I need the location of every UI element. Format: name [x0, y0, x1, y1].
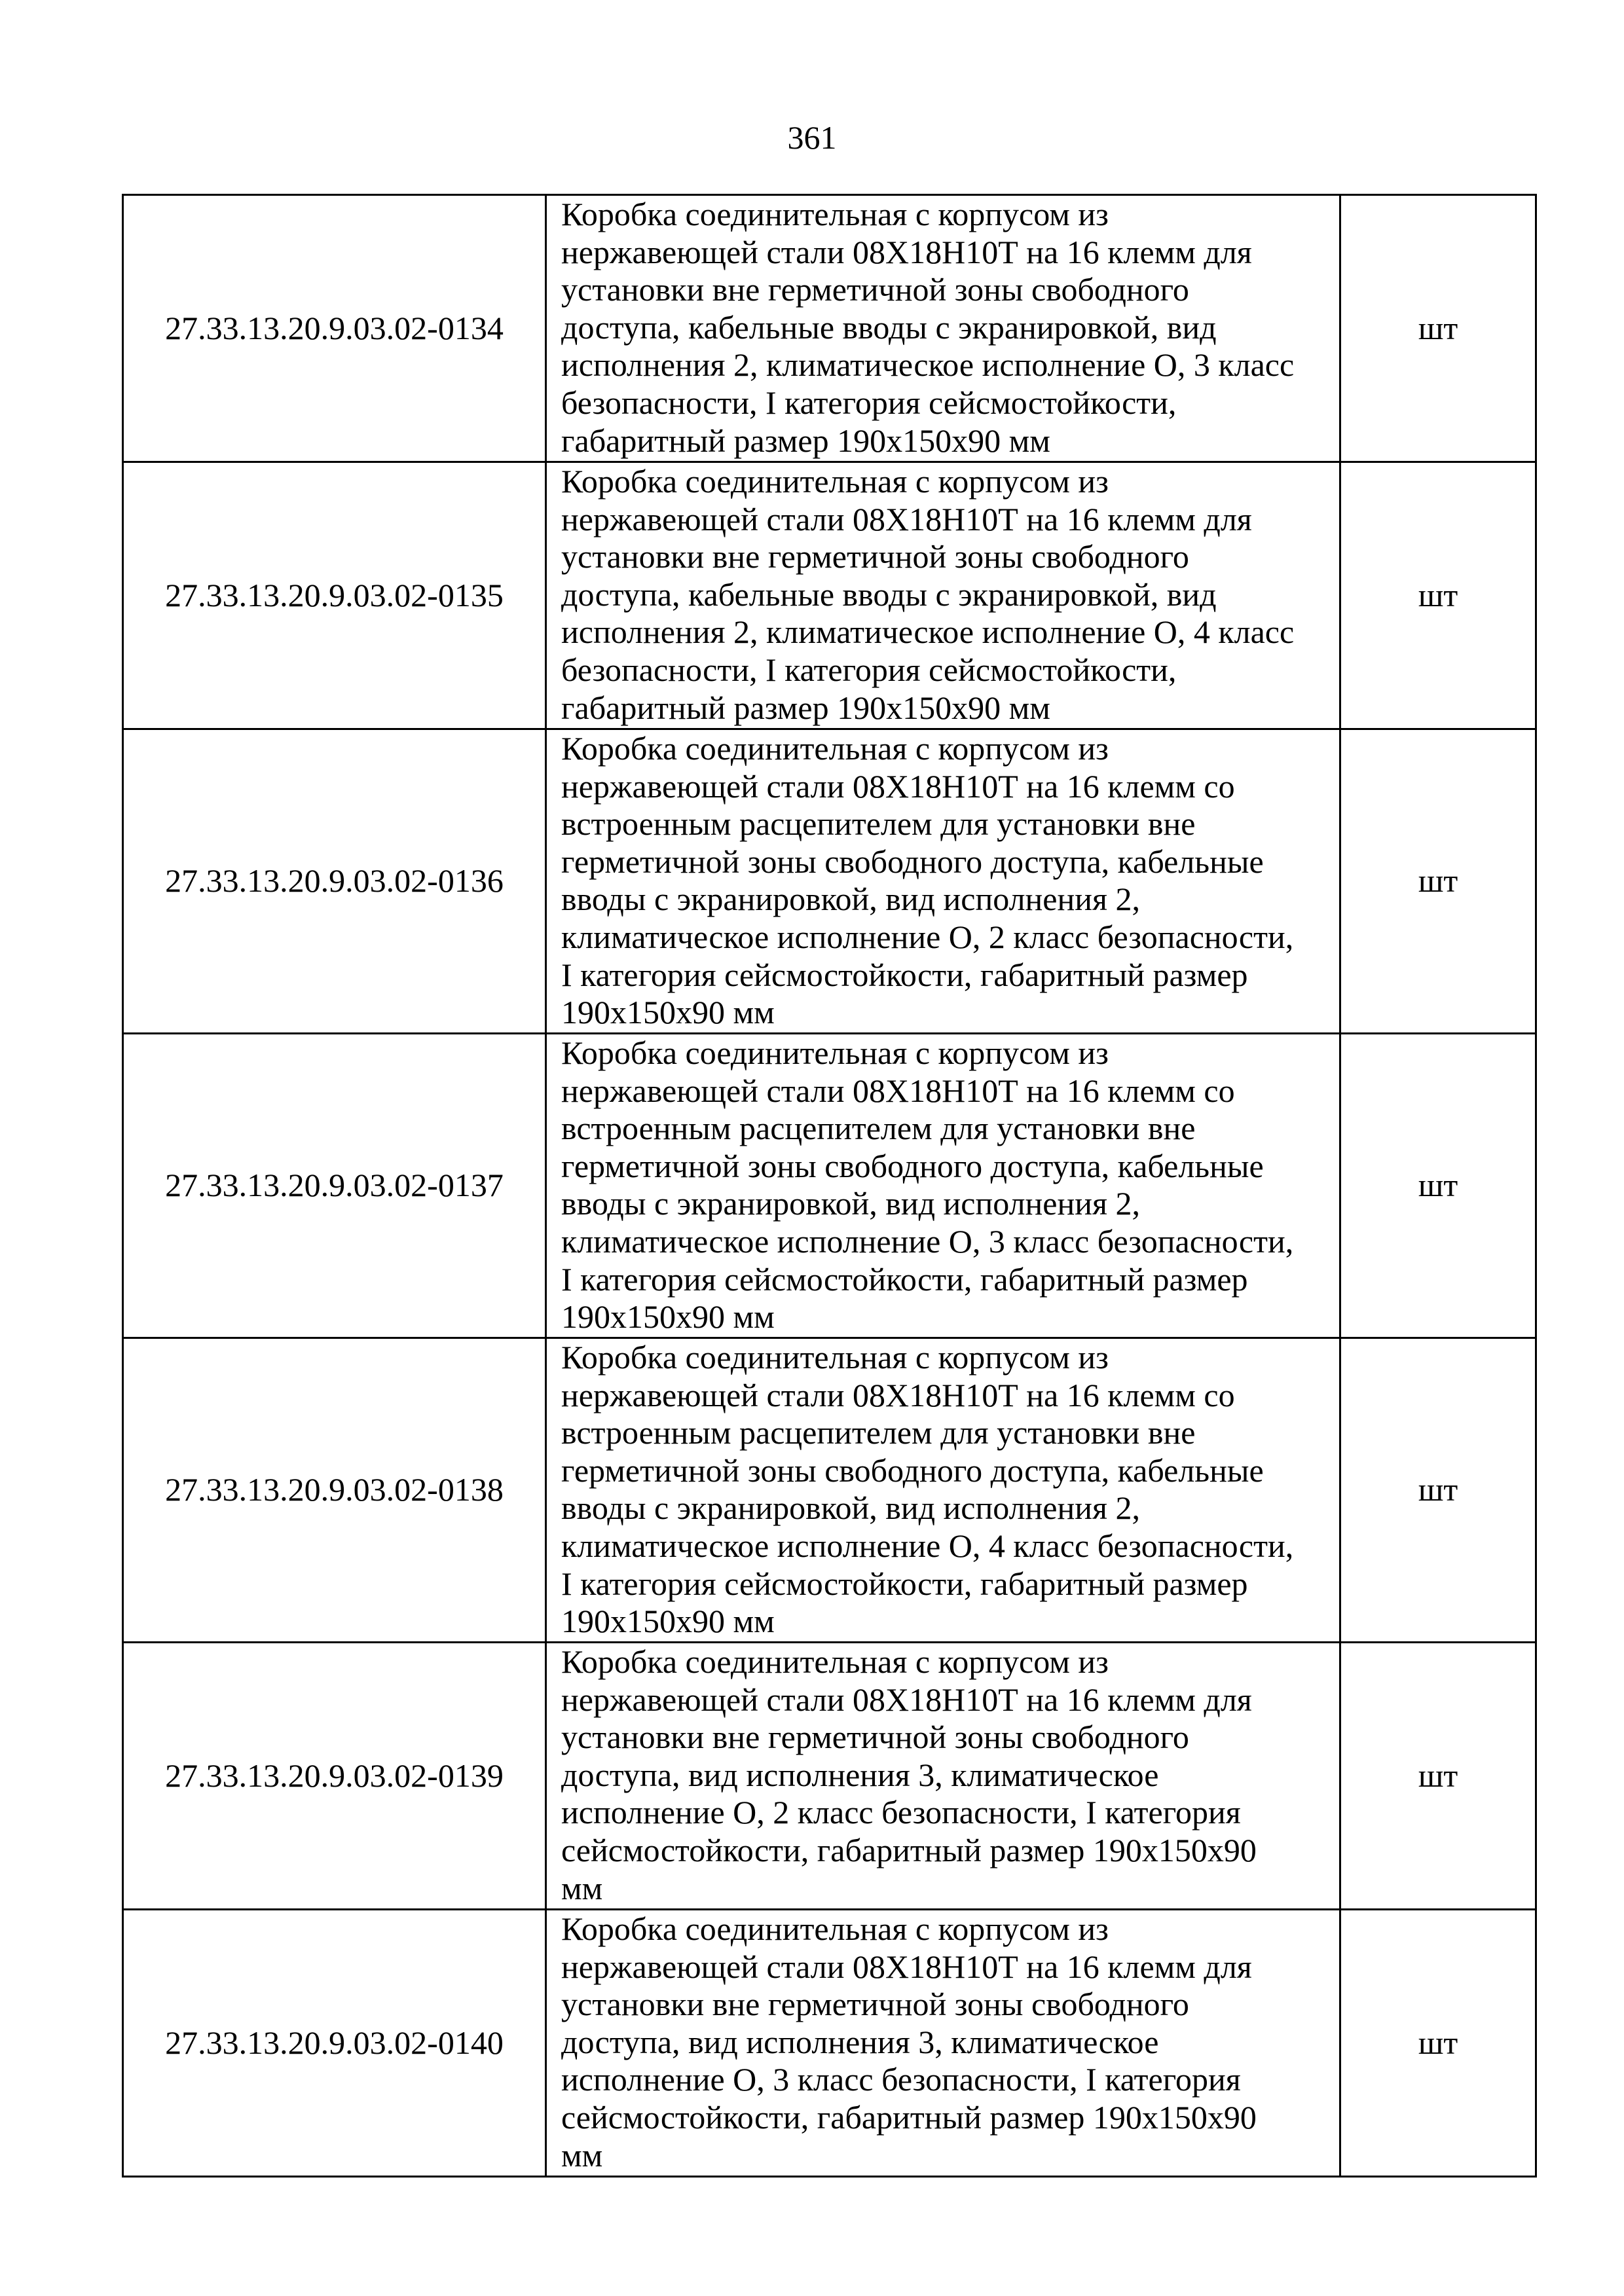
item-unit: шт — [1340, 462, 1536, 729]
item-unit: шт — [1340, 1910, 1536, 2177]
item-description: Коробка соединительная с корпусом из нержавеющей стали 08Х18Н10Т на 16 клемм со встроенным расцепителем для установки вне герметичной зоны свободного доступа, кабельные вводы с экранировкой, вид исполнения 2, климатическое исполнение О, 4 класс безопасности, I категория сейсмостойкости, габаритный размер 190х150х90 мм — [546, 1338, 1340, 1643]
item-unit: шт — [1340, 1643, 1536, 1910]
table-row — [123, 462, 1536, 729]
item-description: Коробка соединительная с корпусом из нержавеющей стали 08Х18Н10Т на 16 клемм для установки вне герметичной зоны свободного доступа, вид исполнения 3, климатическое исполнение О, 2 класс безопасности, I категория сейсмостойкости, габаритный размер 190х150х90 мм — [546, 1643, 1340, 1910]
item-description: Коробка соединительная с корпусом из нержавеющей стали 08Х18Н10Т на 16 клемм со встроенным расцепителем для установки вне герметичной зоны свободного доступа, кабельные вводы с экранировкой, вид исполнения 2, климатическое исполнение О, 3 класс безопасности, I категория сейсмостойкости, габаритный размер 190х150х90 мм — [546, 1034, 1340, 1338]
item-description: Коробка соединительная с корпусом из нержавеющей стали 08Х18Н10Т на 16 клемм для установки вне герметичной зоны свободного доступа, кабельные вводы с экранировкой, вид исполнения 2, климатическое исполнение О, 3 класс безопасности, I категория сейсмостойкости, габаритный размер 190х150х90 мм — [546, 195, 1340, 462]
item-unit: шт — [1340, 1034, 1536, 1338]
item-code: 27.33.13.20.9.03.02-0137 — [123, 1034, 546, 1338]
item-unit: шт — [1340, 729, 1536, 1034]
item-description: Коробка соединительная с корпусом из нержавеющей стали 08Х18Н10Т на 16 клемм для установки вне герметичной зоны свободного доступа, кабельные вводы с экранировкой, вид исполнения 2, климатическое исполнение О, 4 класс безопасности, I категория сейсмостойкости, габаритный размер 190х150х90 мм — [546, 462, 1340, 729]
item-code: 27.33.13.20.9.03.02-0134 — [123, 195, 546, 462]
item-code: 27.33.13.20.9.03.02-0138 — [123, 1338, 546, 1643]
item-code: 27.33.13.20.9.03.02-0140 — [123, 1910, 546, 2177]
table-row — [123, 1643, 1536, 1910]
page-number: 361 — [787, 119, 837, 156]
item-code: 27.33.13.20.9.03.02-0136 — [123, 729, 546, 1034]
table-row — [123, 1034, 1536, 1338]
item-code: 27.33.13.20.9.03.02-0139 — [123, 1643, 546, 1910]
table-row — [123, 1338, 1536, 1643]
table-row — [123, 195, 1536, 462]
item-description: Коробка соединительная с корпусом из нержавеющей стали 08Х18Н10Т на 16 клемм со встроенным расцепителем для установки вне герметичной зоны свободного доступа, кабельные вводы с экранировкой, вид исполнения 2, климатическое исполнение О, 2 класс безопасности, I категория сейсмостойкости, габаритный размер 190х150х90 мм — [546, 729, 1340, 1034]
item-description: Коробка соединительная с корпусом из нержавеющей стали 08Х18Н10Т на 16 клемм для установки вне герметичной зоны свободного доступа, вид исполнения 3, климатическое исполнение О, 3 класс безопасности, I категория сейсмостойкости, габаритный размер 190х150х90 мм — [546, 1910, 1340, 2177]
item-unit: шт — [1340, 195, 1536, 462]
table-row — [123, 729, 1536, 1034]
items-table — [122, 194, 1537, 2178]
item-code: 27.33.13.20.9.03.02-0135 — [123, 462, 546, 729]
item-unit: шт — [1340, 1338, 1536, 1643]
table-row — [123, 1910, 1536, 2177]
